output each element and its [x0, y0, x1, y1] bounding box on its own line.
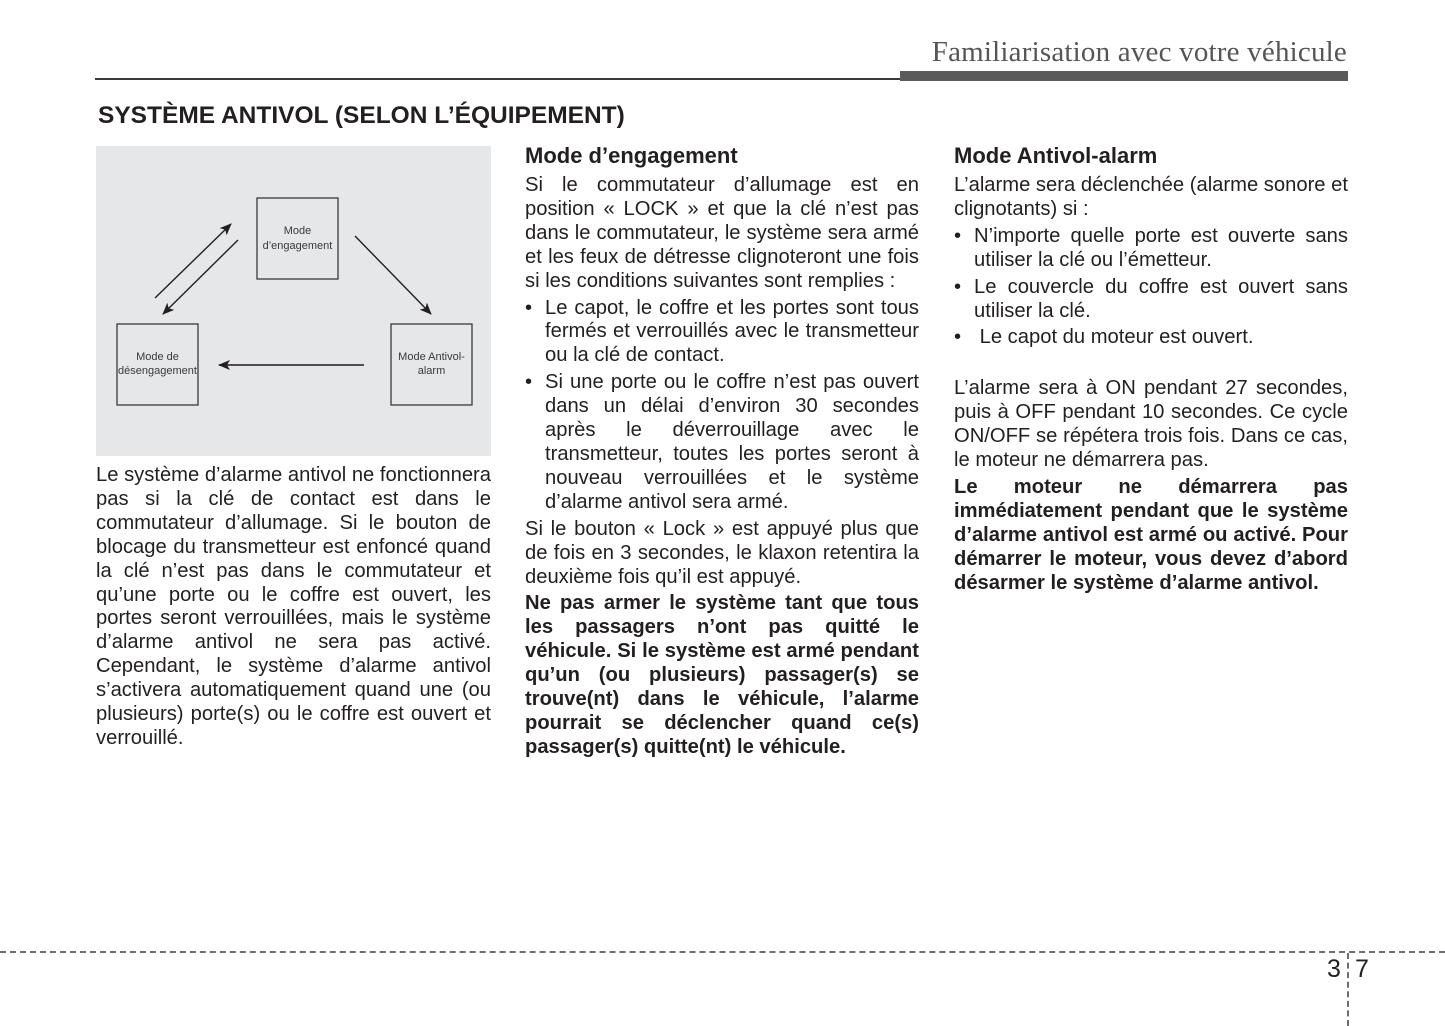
disengage-paragraph: Le système d’alarme antivol ne fonctionnera pas si la clé de contact est dans le commutateur d’allumage. Si le bouton de blocage du transmetteur est enfoncé quand la clé n’est pas dans le commutateur et qu’une porte ou le coffre est ouvert, les portes seront verrouillées, mais le système d’alarme antivol ne sera pas activé. Cependant, le système d’alarme antivol s’activera automatiquement quand une (ou plusieurs) porte(s) ou le coffre est ouvert et verrouillé. [96, 464, 491, 749]
list-item-text: Le capot du moteur est ouvert. [974, 326, 1254, 349]
header-rule [95, 78, 905, 80]
box-desengagement-line1: Mode de [136, 351, 179, 363]
alarm-cycle-note: L’alarme sera à ON pendant 27 secondes, puis à OFF pendant 10 secondes. Ce cycle ON/OFF se répétera trois fois. Dans ce cas, le moteur ne démarrera pas. [954, 377, 1348, 472]
box-desengagement [117, 324, 198, 405]
alarm-intro: L’alarme sera déclenchée (alarme sonore et clignotants) si : [954, 174, 1348, 220]
bullet-icon: • [954, 275, 962, 298]
alarm-heading: Mode Antivol-alarm [954, 143, 1158, 168]
box-antivol-line2: alarm [417, 365, 446, 377]
list-item [954, 276, 1348, 324]
header-tab-bar [900, 71, 1348, 81]
list-item [954, 225, 1348, 273]
box-engagement [257, 198, 338, 279]
list-item [525, 371, 919, 514]
chapter-title: Familiarisation avec votre véhicule [931, 36, 1347, 68]
footer-vertical-divider [1347, 953, 1349, 1026]
bullet-icon: • [954, 224, 962, 247]
engagement-warning: Ne pas armer le système tant que tous les passagers n’ont pas quitté le véhicule. Si le système est armé pendant qu’un (ou plusieurs) passager(s) se trouve(nt) dans le véhicule, l’alarme pourrait se déclencher quand ce(s) passager(s) quitte(nt) le véhicule. [525, 592, 919, 758]
bullet-icon: • [525, 296, 533, 319]
list-item-text: N’importe quelle porte est ouverte sans utiliser la clé ou l’émetteur. [974, 224, 1348, 271]
spacer [954, 353, 1348, 377]
state-diagram [96, 146, 491, 456]
page-number: 7 [1355, 955, 1369, 983]
column-right [954, 143, 1348, 596]
engagement-conditions-list [525, 297, 919, 515]
list-item-text: Le couvercle du coffre est ouvert sans utiliser la clé. [974, 275, 1348, 322]
box-antivol-alarm [391, 324, 472, 405]
bullet-icon: • [525, 371, 533, 394]
section-title: SYSTÈME ANTIVOL (SELON L’ÉQUIPEMENT) [98, 102, 625, 129]
state-diagram-svg [96, 146, 491, 456]
box-antivol-line1: Mode Antivol- [398, 351, 465, 363]
list-item-text: Le capot, le coffre et les portes sont tous fermés et verrouillés avec le transmetteur ou la clé de contact. [545, 296, 919, 367]
lock-button-note: Si le bouton « Lock » est appuyé plus que de fois en 3 secondes, le klaxon retentira la deuxième fois qu’il est appuyé. [525, 517, 919, 588]
box-desengagement-line2: désengagement [118, 365, 197, 377]
arrow-engagement-to-antivol [355, 236, 431, 314]
bullet-icon: • [954, 326, 962, 349]
arrow-engagement-to-desengagement [163, 240, 238, 314]
list-item-text: Si une porte ou le coffre n’est pas ouvert dans un délai d’environ 30 secondes après le déverrouillage avec le transmetteur, toutes les portes seront à nouveau verrouillées et le système d’alarme antivol sera armé. [545, 371, 919, 513]
alarm-warning: Le moteur ne démarrera pas immédiatement pendant que le système d’alarme antivol est armé ou activé. Pour démarrer le moteur, vous devez d’abord désarmer le système d’alarme antivol. [954, 475, 1348, 594]
column-left [96, 464, 491, 751]
engagement-heading: Mode d’engagement [525, 143, 738, 168]
list-item [954, 326, 1348, 350]
list-item [525, 297, 919, 369]
arrow-desengagement-to-engagement [155, 224, 231, 298]
box-engagement-line1: Mode [283, 225, 312, 237]
column-middle [525, 143, 919, 760]
alarm-triggers-list [954, 225, 1348, 351]
footer-dashed-rule [0, 951, 1445, 953]
box-engagement-line2: d’engagement [262, 240, 333, 252]
engagement-intro: Si le commutateur d’allumage est en position « LOCK » et que la clé n’est pas dans le commutateur, le système sera armé et les feux de détresse clignoteront une fois si les conditions suivantes sont remplies : [525, 174, 919, 292]
chapter-number: 3 [1327, 955, 1341, 983]
